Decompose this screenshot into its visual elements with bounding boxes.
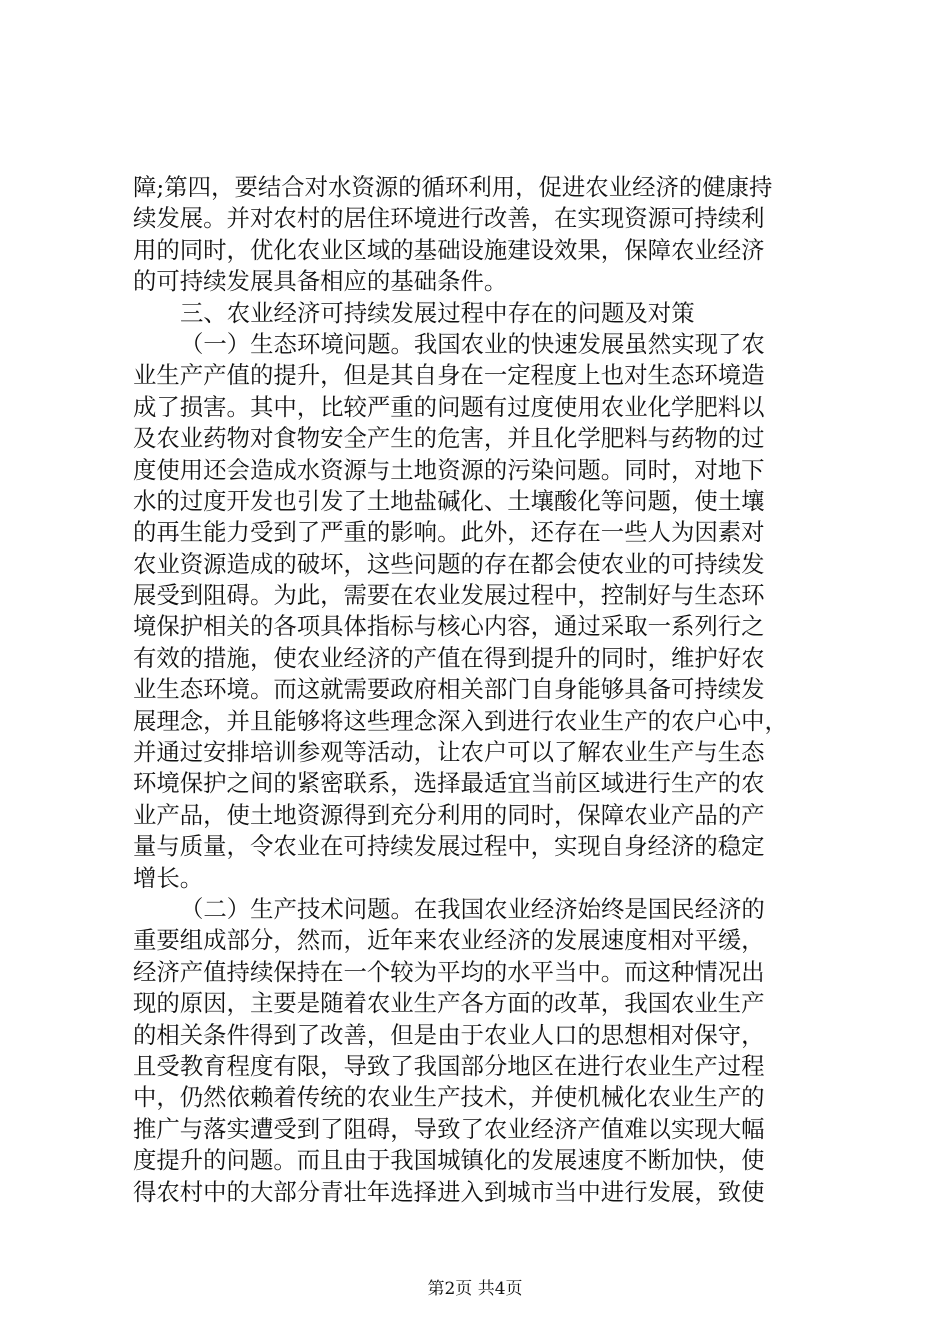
- page-footer: 第2页 共4页: [427, 1279, 523, 1299]
- text-line: 农业资源造成的破坏，这些问题的存在都会使农业的可持续发: [133, 549, 765, 578]
- section-heading: 三、农业经济可持续发展过程中存在的问题及对策: [180, 298, 695, 327]
- text-line: 度提升的问题。而且由于我国城镇化的发展速度不断加快，使: [133, 1146, 765, 1175]
- text-line: 业生产产值的提升，但是其自身在一定程度上也对生态环境造: [133, 361, 765, 390]
- text-line: 的再生能力受到了严重的影响。此外，还存在一些人为因素对: [133, 518, 765, 547]
- text-line: 度使用还会造成水资源与土地资源的污染问题。同时，对地下: [133, 455, 765, 484]
- text-line: 展理念，并且能够将这些理念深入到进行农业生产的农户心中，: [133, 706, 788, 735]
- text-line: 障;第四，要结合对水资源的循环利用，促进农业经济的健康持: [133, 173, 773, 201]
- text-line: 经济产值持续保持在一个较为平均的水平当中。而这种情况出: [133, 957, 765, 986]
- text-line: 中，仍然依赖着传统的农业生产技术，并使机械化农业生产的: [133, 1083, 765, 1112]
- text-line: 的相关条件得到了改善，但是由于农业人口的思想相对保守，: [133, 1020, 765, 1049]
- text-line: 展受到阻碍。为此，需要在农业发展过程中，控制好与生态环: [133, 581, 765, 610]
- text-line: 业产品，使土地资源得到充分利用的同时，保障农业产品的产: [133, 800, 765, 829]
- text-line: 环境保护之间的紧密联系，选择最适宜当前区域进行生产的农: [133, 769, 765, 798]
- text-line: 推广与落实遭受到了阻碍，导致了农业经济产值难以实现大幅: [133, 1114, 765, 1143]
- text-line: 得农村中的大部分青壮年选择进入到城市当中进行发展，致使: [133, 1177, 765, 1206]
- text-line: 现的原因，主要是随着农业生产各方面的改革，我国农业生产: [133, 989, 765, 1018]
- text-line: 续发展。并对农村的居住环境进行改善，在实现资源可持续利: [133, 204, 765, 233]
- text-line: 重要组成部分，然而，近年来农业经济的发展速度相对平缓，: [133, 926, 765, 955]
- text-line: 且受教育程度有限，导致了我国部分地区在进行农业生产过程: [133, 1051, 765, 1080]
- text-line: 境保护相关的各项具体指标与核心内容，通过采取一系列行之: [133, 612, 765, 641]
- text-line: 并通过安排培训参观等活动，让农户可以了解农业生产与生态: [133, 738, 765, 767]
- text-line: 增长。: [133, 863, 204, 892]
- text-line: 的可持续发展具备相应的基础条件。: [133, 267, 508, 296]
- text-line: 成了损害。其中，比较严重的问题有过度使用农业化学肥料以: [133, 392, 765, 421]
- paragraph-start: （二）生产技术问题。在我国农业经济始终是国民经济的: [180, 894, 765, 923]
- text-line: 量与质量，令农业在可持续发展过程中，实现自身经济的稳定: [133, 832, 765, 861]
- document-body: [133, 172, 833, 1208]
- text-line: 水的过度开发也引发了土地盐碱化、土壤酸化等问题，使土壤: [133, 486, 765, 515]
- text-line: 用的同时，优化农业区域的基础设施建设效果，保障农业经济: [133, 235, 765, 264]
- text-line: 及农业药物对食物安全产生的危害，并且化学肥料与药物的过: [133, 424, 765, 453]
- text-line: 业生态环境。而这就需要政府相关部门自身能够具备可持续发: [133, 675, 765, 704]
- text-line: 有效的措施，使农业经济的产值在得到提升的同时，维护好农: [133, 643, 765, 672]
- paragraph-start: （一）生态环境问题。我国农业的快速发展虽然实现了农: [180, 329, 765, 358]
